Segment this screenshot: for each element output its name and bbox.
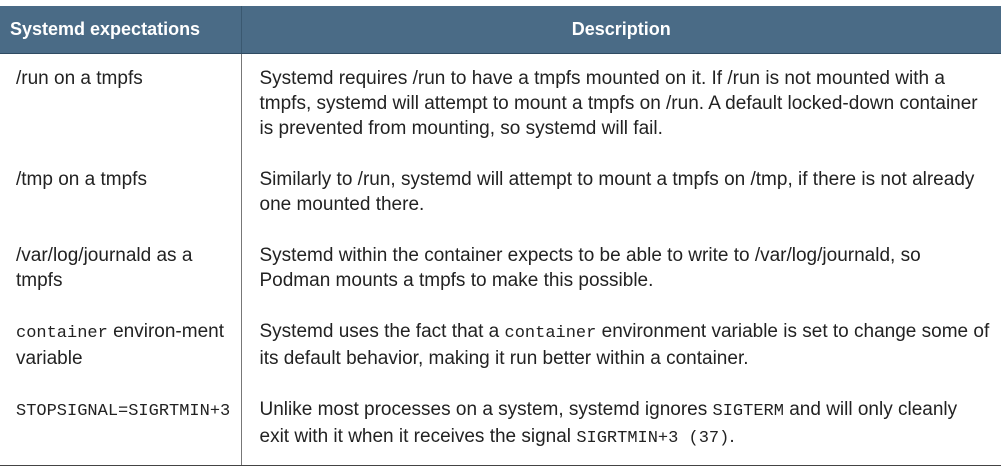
description-cell: Similarly to /run, systemd will attempt to mount a tmpfs on /tmp, if there is not already one mounted there. <box>259 169 975 215</box>
table-row <box>0 231 1001 307</box>
description-cell: Systemd within the container expects to be able to write to /var/log/journald, so Podman mounts a tmpfs to make this possible. <box>259 245 921 291</box>
expectation-cell: /run on a tmpfs <box>0 54 241 156</box>
code-text: STOPSIGNAL=SIGRTMIN+3 <box>16 402 231 421</box>
expectation-cell <box>0 385 241 466</box>
description-cell <box>241 385 1001 466</box>
code-text: SIGTERM <box>712 402 784 421</box>
plain-text: Systemd uses the fact that a <box>259 321 505 342</box>
code-text: container <box>504 324 597 343</box>
systemd-expectations-table <box>0 6 1001 466</box>
table-header-row <box>0 6 1001 54</box>
table-row <box>0 54 1001 156</box>
code-text: SIGRTMIN+3 (37) <box>576 429 730 448</box>
column-header-expectations: Systemd expectations <box>0 6 241 54</box>
plain-text: environment variable is set to change some of its default behavior, making it run better within a container. <box>259 321 990 369</box>
table-row <box>0 307 1001 385</box>
expectation-cell <box>0 307 241 385</box>
description-cell <box>241 307 1001 385</box>
plain-text: environ-ment variable <box>16 321 224 369</box>
description-cell: Systemd requires /run to have a tmpfs mounted on it. If /run is not mounted with a tmpfs, systemd will attempt to mount a tmpfs on /run. A default locked-down container is prevented from mounting, so systemd will fail. <box>259 68 978 139</box>
plain-text: Unlike most processes on a system, systemd ignores <box>259 399 713 420</box>
column-header-description: Description <box>241 6 1001 54</box>
code-text: container <box>16 324 108 343</box>
plain-text: and will only cleanly exit with it when it receives the signal <box>259 399 958 447</box>
expectation-cell: /var/log/journald as a tmpfs <box>0 231 241 307</box>
expectation-cell: /tmp on a tmpfs <box>0 155 241 231</box>
table-row <box>0 385 1001 466</box>
table-row <box>0 155 1001 231</box>
plain-text: . <box>729 426 735 447</box>
